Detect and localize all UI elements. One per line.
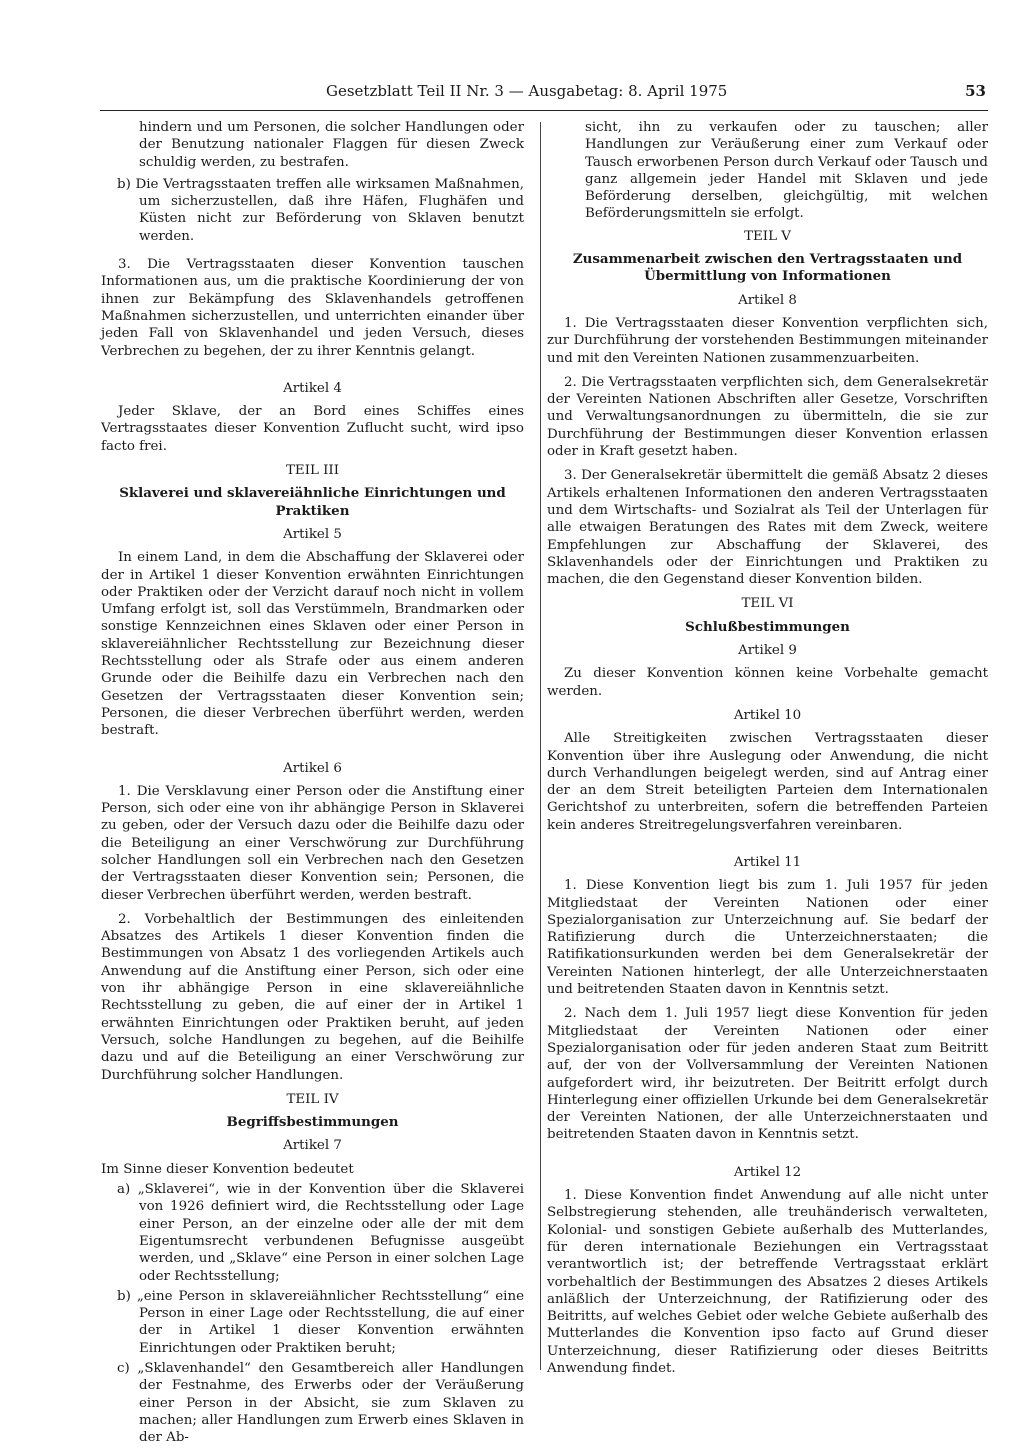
paragraph: Im Sinne dieser Konvention bedeutet: [101, 1161, 354, 1177]
paragraph: 1. Diese Konvention findet Anwendung auf alle nicht unter Selbstregierung stehenden, alle treuhänderisch verwalteten, Kolonial- und sonstigen Gebiete außerhalb des Mutterlandes, für deren internationale Beziehungen ein Vertragsstaat verantwortlich ist; der betreffende Vertragsstaat erklärt vorbehaltlich der Bestimmungen des Absatzes 2 dieses Artikels anläßlich der Unterzeichnung, der Ratifizierung oder des Beitritts, auf welches Gebiet oder welche Gebiete außerhalb des Mutterlandes die Konvention ipso facto auf Grund dieser Unterzeichnung, dieser Ratifizierung oder dieses Beitritts Anwendung findet.: [547, 1188, 988, 1376]
paragraph: 3. Der Generalsekretär übermittelt die gemäß Absatz 2 dieses Artikels erhaltenen Informationen den anderen Vertragsstaaten und dem Wirtschafts- und Sozialrat als Teil der Unterlagen für alle etwaigen Beratungen des Rates mit dem Zweck, weitere Empfehlungen zur Abschaffung der Sklaverei, des Sklavenhandels oder der Einrichtungen und Praktiken zu machen, die den Gegenstand dieser Konvention bilden.: [547, 468, 988, 588]
paragraph: 1. Die Versklavung einer Person oder die Anstiftung einer Person, sich oder eine von ihr abhängige Person in Sklaverei zu geben, oder der Versuch dazu oder die Beihilfe dazu oder die Beteiligung an einer Verschwörung zur Durchführung solcher Handlungen soll ein Verbrechen nach den Gesetzen der Vertragsstaaten dieser Konvention sein; Personen, die dieser Verbrechen überführt werden, werden bestraft.: [101, 783, 524, 903]
part-title: Schlußbestimmungen: [685, 618, 850, 635]
list-item: b) Die Vertragsstaaten treffen alle wirksamen Maßnahmen, um sicherzustellen, daß ihre Häfen, Flughäfen und Küsten nicht zur Beförderung von Sklaven benutzt werden.: [117, 176, 524, 244]
part-heading: TEIL III: [285, 463, 339, 479]
part-heading: TEIL IV: [286, 1091, 339, 1107]
column-divider: [540, 122, 541, 1370]
paragraph: 1. Die Vertragsstaaten dieser Konvention verpflichten sich, zur Durchführung der vorstehenden Bestimmungen miteinander und mit den Vereinten Nationen zusammenzuarbeiten.: [547, 315, 988, 366]
right-column: [547, 119, 988, 1384]
paragraph: 3. Die Vertragsstaaten dieser Konvention tauschen Informationen aus, um die praktische Koordinierung der von ihnen zur Bekämpfung des Sklavenhandels getroffenen Maßnahmen sicherzustellen, und unterrichten einander über jeden Fall von Sklavenhandel und jeden Versuch, dieses Verbrechen zu begehen, der zu ihrer Kenntnis gelangt.: [101, 257, 524, 359]
paragraph: 2. Vorbehaltlich der Bestimmungen des einleitenden Absatzes des Artikels 1 dieser Konvention finden die Bestimmungen von Absatz 1 des vorliegenden Artikels auch Anwendung auf die Anstiftung einer Person, sich oder eine von ihr abhängige Person in eine sklavereiähnliche Rechtsstellung zu geben, die auf einer der in Artikel 1 erwähnten Einrichtungen oder Praktiken beruht, auf jeden Versuch, solche Handlungen zu begehen, auf die Beihilfe dazu und auf die Beteiligung an einer Verschwörung zur Durchführung solcher Handlungen.: [101, 911, 524, 1083]
list-item: b) „eine Person in sklavereiähnlicher Rechtsstellung“ eine Person in einer Lage oder Rechtsstellung, die auf einer der in Artikel 1 dieser Konvention erwähnten Einrichtungen oder Praktiken beruht;: [117, 1288, 524, 1356]
article-heading: Artikel 9: [738, 643, 797, 659]
paragraph: Alle Streitigkeiten zwischen Vertragsstaaten dieser Konvention über ihre Auslegung oder Anwendung, die nicht durch Verhandlungen beigelegt werden, sind auf Antrag einer der an dem Streit beteiligten Parteien dem Internationalen Gerichtshof zu unterbreiten, sofern die betreffenden Parteien kein anderes Streitregelungsverfahren vereinbaren.: [547, 731, 988, 833]
list-item: a) „Sklaverei“, wie in der Konvention über die Sklaverei von 1926 definiert wird, die Rechtsstellung oder Lage einer Person, an der einzelne oder alle der mit dem Eigentumsrecht verbundenen Befugnisse ausgeübt werden, und „Sklave“ eine Person in einer solchen Lage oder Rechtsstellung;: [117, 1182, 524, 1284]
paragraph: 1. Diese Konvention liegt bis zum 1. Juli 1957 für jeden Mitgliedstaat der Vereinten Nationen oder einer Spezialorganisation zur Unterzeichnung auf. Sie bedarf der Ratifizierung durch die Unterzeichnerstaaten; die Ratifikationsurkunden werden bei dem Generalsekretär der Vereinten Nationen hinterlegt, der alle Unterzeichnerstaaten und beitretenden Staaten davon in Kenntnis setzt.: [547, 878, 988, 998]
paragraph: Jeder Sklave, der an Bord eines Schiffes eines Vertragsstaates dieser Konvention Zuflucht sucht, wird ipso facto frei.: [101, 404, 524, 454]
page-number: 53: [965, 82, 986, 100]
article-heading: Artikel 7: [283, 1138, 342, 1154]
article-heading: Artikel 4: [283, 380, 342, 396]
paragraph: Zu dieser Konvention können keine Vorbehalte gemacht werden.: [547, 666, 988, 699]
header-rule: [100, 110, 988, 111]
article-heading: Artikel 6: [283, 760, 342, 776]
article-heading: Artikel 8: [738, 292, 797, 308]
part-title: Zusammenarbeit zwischen den Vertragsstaaten und Übermittlung von Informationen: [572, 251, 963, 285]
paragraph: 2. Nach dem 1. Juli 1957 liegt diese Konvention für jeden Mitgliedstaat der Vereinten Nationen oder einer Spezialorganisation oder für jeden anderen Staat zum Beitritt auf, der von der Vollversammlung der Vereinten Nationen aufgefordert wird, ihr beizutreten. Der Beitritt erfolgt durch Hinterlegung einer offiziellen Urkunde bei dem Generalsekretär der Vereinten Nationen, der alle Unterzeichnerstaaten und beitretenden Staaten davon in Kenntnis setzt.: [547, 1006, 988, 1143]
article-heading: Artikel 10: [733, 707, 802, 723]
running-title: Gesetzblatt Teil II Nr. 3 — Ausgabetag: 8. April 1975: [326, 82, 728, 100]
article-heading: Artikel 12: [733, 1164, 802, 1180]
part-title: Begriffsbestimmungen: [226, 1114, 399, 1131]
paragraph: sicht, ihn zu verkaufen oder zu tauschen; aller Handlungen zur Veräußerung einer zum Verkauf oder Tausch erworbenen Person durch Verkauf oder Tausch und ganz allgemein jeder Handel mit Sklaven und jede Beförderung derselben, gleichgültig, mit welchen Beförderungsmitteln sie erfolgt.: [585, 120, 988, 222]
article-heading: Artikel 5: [283, 526, 342, 542]
paragraph: In einem Land, in dem die Abschaffung der Sklaverei oder der in Artikel 1 dieser Konvention erwähnten Einrichtungen oder Praktiken oder der Verzicht darauf noch nicht in vollem Umfang erfolgt ist, soll das Verstümmeln, Brandmarken oder sonstige Kennzeichnen eines Sklaven oder einer Person in sklavereiähnlicher Rechtsstellung zur Bezeichnung dieser Rechtsstellung oder als Strafe oder aus einem anderen Grunde oder die Beihilfe dazu ein Verbrechen nach den Gesetzen der Vertragsstaaten dieser Konvention sein; Personen, die dieser Verbrechen überführt werden, werden bestraft.: [101, 550, 524, 739]
part-title: Sklaverei und sklavereiähnliche Einrichtungen und Praktiken: [119, 485, 506, 519]
article-heading: Artikel 11: [733, 854, 802, 870]
part-heading: TEIL V: [744, 228, 791, 244]
part-heading: TEIL VI: [741, 596, 794, 612]
page-header: [100, 82, 988, 104]
list-item: c) „Sklavenhandel“ den Gesamtbereich aller Handlungen der Festnahme, des Erwerbs oder der Veräußerung einer Person in der Absicht, sie zum Sklaven zu machen; aller Handlungen zum Erwerb eines Sklaven in der Ab-: [117, 1361, 524, 1446]
paragraph: hindern und um Personen, die solcher Handlungen oder der Benutzung nationaler Flaggen für diesen Zweck schuldig werden, zu bestrafen.: [139, 120, 524, 170]
left-column: [101, 119, 524, 1449]
paragraph: 2. Die Vertragsstaaten verpflichten sich, dem Generalsekretär der Vereinten Nationen Abschriften aller Gesetze, Vorschriften und Verwaltungsanordnungen zu übermitteln, die sie zur Durchführung der Bestimmungen dieser Konvention erlassen oder in Kraft gesetzt haben.: [547, 374, 988, 460]
